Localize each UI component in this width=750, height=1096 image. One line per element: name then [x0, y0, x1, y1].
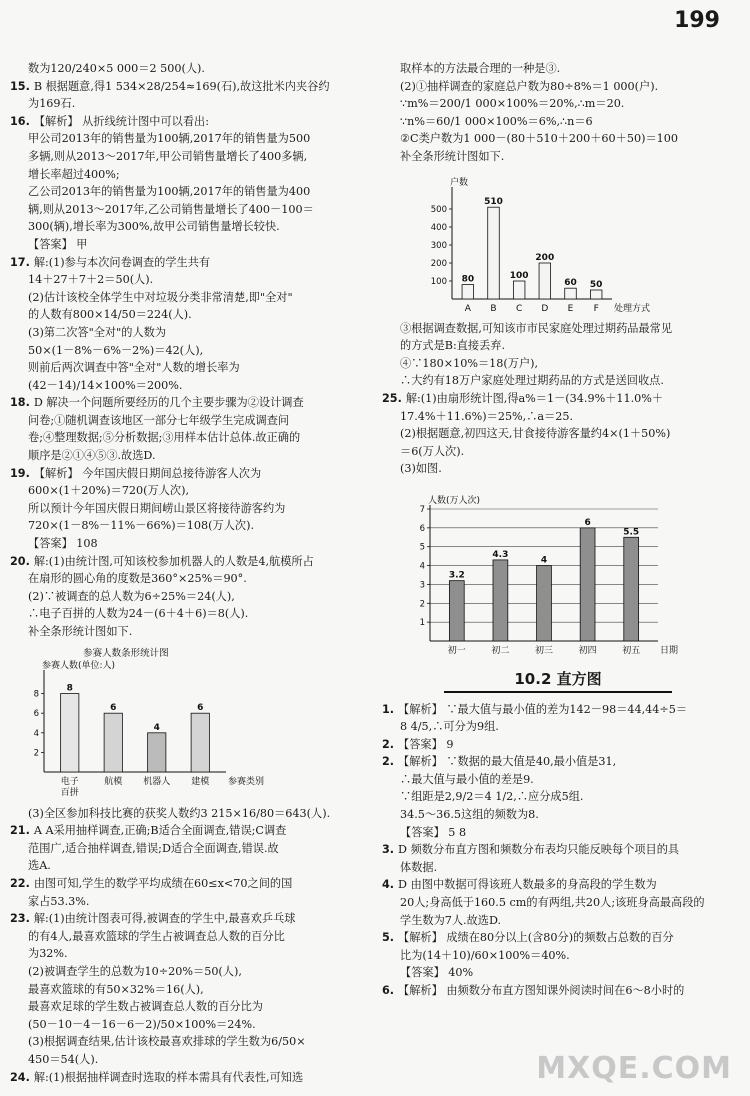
line-text: 问卷;①随机调查该地区一部分七年级学生完成调查问	[28, 413, 290, 427]
line-text: 体数据.	[400, 860, 438, 874]
line-text: (2)估计该校全体学生中对垃圾分类非常清楚,即"全对"	[28, 290, 293, 304]
text-line	[10, 306, 365, 324]
question-number: 4.	[382, 878, 395, 892]
question-number: 24.	[10, 1070, 30, 1084]
line-text: ∴大约有18万户家庭处理过期药品的方式是送回收点.	[400, 374, 664, 388]
line-text: ∴电子百拼的人数为24－(6＋4＋6)＝8(人).	[28, 607, 249, 621]
y-tick-label: 2	[419, 599, 425, 610]
data-label: 100	[509, 270, 529, 281]
x-tick-label: 初四	[578, 645, 597, 656]
x-tick-label: 初二	[491, 645, 510, 656]
line-text: ∵组距是2,9/2＝4 1/2,∴应分成5组.	[400, 790, 584, 804]
line-text: 【解析】 从折线统计图中可以看出:	[33, 114, 209, 128]
line-text: ②C类户数为1 000－(80＋510＋200＋60＋50)＝100	[400, 132, 678, 146]
text-line	[10, 254, 365, 272]
bar	[624, 537, 639, 641]
section-title: 10.2 直方图	[382, 671, 734, 693]
text-line	[10, 429, 365, 447]
x-tick-label: 建模	[191, 776, 210, 787]
line-text: 补全条形统计图如下.	[400, 149, 505, 163]
data-label: 6	[584, 517, 591, 528]
question-number: 18.	[10, 396, 30, 410]
text-line	[382, 130, 734, 148]
line-text: 的人数有800×14/50＝224(人).	[28, 308, 192, 322]
text-line	[382, 408, 734, 426]
data-label: 3.2	[448, 570, 465, 581]
text-line	[10, 95, 365, 113]
line-text: 选A.	[28, 859, 51, 873]
bar	[488, 207, 500, 299]
y-tick-label: 4	[33, 728, 39, 739]
line-text: (2)①抽样调查的家庭总户数为80÷8%＝1 000(户).	[400, 79, 659, 93]
line-text: ∴最大值与最小值的差是9.	[400, 772, 534, 786]
line-text: 最喜欢足球的学生数占被调查总人数的百分比为	[28, 1000, 263, 1014]
line-text: 为169石.	[28, 97, 76, 111]
text-line	[382, 982, 734, 1000]
text-line	[10, 324, 365, 342]
data-label: 4.3	[492, 549, 509, 560]
question-number: 15.	[10, 79, 30, 93]
text-line	[10, 183, 365, 201]
line-text: 范围广,适合抽样调查,错误;D适合全面调查,错误.故	[28, 841, 279, 855]
text-line	[10, 78, 365, 96]
y-tick-label: 3	[419, 580, 425, 591]
text-line	[382, 78, 734, 96]
line-text: 增长率超过400%;	[28, 167, 120, 181]
line-text: 【答案】 40%	[400, 966, 474, 980]
data-label: 200	[535, 252, 555, 263]
line-text: 17.4%＋11.6%)＝25%,∴a＝25.	[400, 409, 574, 423]
y-tick-label: 6	[419, 523, 425, 534]
bar	[462, 284, 474, 298]
line-text: 比为(14＋10)/60×100%＝40%.	[400, 948, 570, 962]
text-line	[382, 841, 734, 859]
bar	[590, 290, 602, 299]
text-line	[382, 912, 734, 930]
line-text: 顺序是②①④⑤③.故选D.	[28, 449, 156, 463]
bar	[449, 581, 464, 641]
line-text: 【答案】 9	[398, 737, 454, 751]
question-number: 17.	[10, 255, 30, 269]
line-text: 50×(1－8%－6%－2%)＝42(人),	[28, 343, 204, 357]
question-number: 5.	[382, 931, 395, 945]
bar	[580, 528, 595, 641]
line-text: (3)根据调查结果,估计该校最喜欢排球的学生数为6/50×	[28, 1035, 306, 1049]
right-column	[382, 60, 734, 1000]
text-line	[382, 753, 734, 771]
question-number: 3.	[382, 843, 395, 857]
text-line	[382, 95, 734, 113]
line-text: 卷;④整理数据;⑤分析数据;③用样本估计总体.故正确的	[28, 431, 301, 445]
text-line	[10, 359, 365, 377]
y-tick-label: 400	[430, 222, 447, 233]
x-tick-label: 机器人	[143, 776, 171, 787]
text-line	[10, 535, 365, 553]
text-line	[10, 822, 365, 840]
bar	[565, 288, 577, 299]
text-line	[382, 947, 734, 965]
text-line	[382, 736, 734, 754]
question-number: 1.	[382, 702, 395, 716]
question-number: 22.	[10, 876, 30, 890]
line-text: A A采用抽样调查,正确;B适合全面调查,错误;C调查	[33, 824, 287, 838]
line-text: 学生数为7人.故选D.	[400, 913, 502, 927]
data-label: 510	[484, 196, 503, 207]
text-line	[382, 894, 734, 912]
x-axis-label: 参赛类别	[228, 776, 265, 787]
text-line	[10, 482, 365, 500]
text-line	[10, 623, 365, 641]
line-text: D 由图中数据可得该班人数最多的身高段的学生数为	[398, 878, 657, 892]
line-text: 【答案】 108	[28, 537, 98, 551]
bar	[191, 713, 209, 772]
x-tick-label: C	[516, 303, 523, 314]
left-text-block-1	[10, 60, 365, 641]
text-line	[382, 390, 734, 408]
text-line	[382, 859, 734, 877]
x-tick-label: 百拼	[60, 787, 79, 798]
bar	[61, 693, 79, 771]
line-text: ④∵180×10%＝18(万户),	[400, 356, 539, 370]
text-line	[10, 1069, 365, 1087]
x-tick-label: E	[567, 303, 574, 314]
participants-bar-chart	[10, 644, 270, 802]
figure-participants-chart	[10, 644, 365, 802]
y-tick-label: 7	[419, 504, 425, 515]
y-axis-label: 人数(万人次)	[428, 495, 481, 506]
text-line	[10, 1051, 365, 1069]
y-tick-label: 500	[430, 204, 447, 215]
text-line	[10, 201, 365, 219]
figure-household-chart	[382, 169, 734, 317]
text-line	[10, 218, 365, 236]
text-line	[10, 289, 365, 307]
x-axis-label: 日期	[660, 645, 679, 656]
line-text: ＝6(万人次).	[400, 444, 465, 458]
line-text: 8 4/5,∴可分为9组.	[400, 720, 499, 734]
right-text-block-2	[382, 320, 734, 478]
line-text: 为32%.	[28, 947, 68, 961]
line-text: 【答案】 甲	[28, 237, 88, 251]
bar	[513, 281, 525, 299]
text-line	[10, 893, 365, 911]
line-text: 取样本的方法最合理的一种是③.	[400, 62, 561, 75]
y-tick-label: 4	[419, 561, 425, 572]
text-line	[382, 148, 734, 166]
text-line	[10, 377, 365, 395]
x-tick-label: A	[464, 303, 471, 314]
text-line	[10, 857, 365, 875]
x-axis-label: 处理方式	[614, 303, 651, 314]
line-text: D 解决一个问题所要经历的几个主要步骤为②设计调查	[33, 396, 304, 410]
text-line	[10, 963, 365, 981]
text-line	[382, 806, 734, 824]
y-axis-label: 参赛人数(单位:人)	[42, 660, 116, 671]
left-text-block-2	[10, 805, 365, 1087]
text-line	[10, 465, 365, 483]
watermark-logo: MXQE.COM	[536, 1051, 732, 1086]
question-number: 20.	[10, 554, 30, 568]
line-text: (3)全区参加科技比赛的获奖人数约3 215×16/80＝643(人).	[28, 806, 331, 820]
line-text: D 频数分布直方图和频数分布表均只能反映每个项目的具	[398, 843, 680, 857]
line-text: 补全条形统计图如下.	[28, 625, 133, 638]
line-text: 解:(1)由统计图表可得,被调查的学生中,最喜欢乒乓球	[33, 912, 296, 926]
x-tick-label: B	[490, 303, 497, 314]
x-tick-label: 初三	[534, 645, 554, 656]
text-line	[10, 945, 365, 963]
text-line	[10, 148, 365, 166]
data-label: 4	[153, 722, 160, 733]
x-tick-label: 初一	[447, 645, 466, 656]
line-text: 所以预计今年国庆假日期间崂山景区将接待游客约为	[28, 501, 286, 515]
line-text: 解:(1)由统计图,可知该校参加机器人的人数是4,航模所占	[33, 554, 314, 568]
text-line	[10, 553, 365, 571]
text-line	[10, 605, 365, 623]
text-line	[382, 701, 734, 719]
line-text: ③根据调查数据,可知该市市民家庭处理过期药品最常见	[400, 321, 673, 335]
text-line	[382, 876, 734, 894]
y-tick-label: 5	[419, 542, 425, 553]
text-line	[10, 570, 365, 588]
line-text: 辆,则从2013～2017年,乙公司销售量增长了400－100＝	[28, 202, 314, 216]
text-line	[10, 60, 365, 78]
text-line	[382, 337, 734, 355]
bar	[493, 560, 508, 641]
line-text: 的方式是B:直接丢弃.	[400, 339, 506, 353]
x-tick-label: 初五	[622, 645, 641, 656]
question-number: 6.	[382, 984, 395, 997]
line-text: 20人;身高低于160.5 cm的有两组,共20人;该班身高最高段的	[400, 896, 705, 910]
y-tick-label: 100	[430, 276, 447, 287]
bar	[148, 732, 166, 771]
line-text: 乙公司2013年的销售量为100辆,2017年的销售量为400	[28, 185, 311, 199]
line-text: 【解析】 ∵最大值与最小值的差为142－98＝44,44÷5＝	[398, 702, 688, 716]
line-text: 由图可知,学生的数学平均成绩在60≤x<70之间的国	[33, 876, 293, 890]
y-tick-label: 2	[33, 747, 39, 758]
text-line	[382, 320, 734, 338]
y-tick-label: 8	[33, 689, 39, 700]
text-line	[10, 875, 365, 893]
x-tick-label: 电子	[60, 776, 79, 787]
data-label: 80	[461, 274, 475, 285]
y-axis-label: 户数	[450, 177, 469, 188]
line-text: B 根据题意,得1 534×28/254≈169(石),故这批米内夹谷约	[33, 79, 330, 93]
text-line	[382, 60, 734, 78]
question-number: 16.	[10, 114, 30, 128]
text-line	[10, 500, 365, 518]
line-text: 甲公司2013年的销售量为100辆,2017年的销售量为500	[28, 132, 311, 146]
text-line	[10, 1033, 365, 1051]
text-line	[10, 928, 365, 946]
text-line	[10, 113, 365, 131]
text-line	[10, 412, 365, 430]
line-text: 在扇形的圆心角的度数是360°×25%＝90°.	[28, 572, 247, 586]
line-text: 多辆,则从2013～2017年,甲公司销售量增长了400多辆,	[28, 149, 308, 163]
text-line	[382, 964, 734, 982]
line-text: (3)第二次答"全对"的人数为	[28, 325, 167, 339]
line-text: 600×(1＋20%)＝720(万人次),	[28, 484, 190, 498]
text-line	[382, 718, 734, 736]
line-text: (2)∵被调查的总人数为6÷25%＝24(人),	[28, 589, 235, 603]
line-text: 解:(1)根据抽样调查时选取的样本需具有代表性,可知选	[33, 1070, 304, 1084]
question-number: 2.	[382, 737, 395, 751]
line-text: 解:(1)由扇形统计图,得a%＝1－(34.9%＋11.0%＋	[405, 391, 664, 405]
data-label: 5.5	[623, 527, 640, 538]
text-line	[10, 981, 365, 999]
y-tick-label: 6	[33, 708, 39, 719]
chart-title: 参赛人数条形统计图	[83, 647, 169, 659]
text-line	[10, 998, 365, 1016]
text-line	[10, 1016, 365, 1034]
text-line	[10, 447, 365, 465]
bar	[539, 263, 551, 299]
text-line	[10, 342, 365, 360]
text-line	[10, 271, 365, 289]
question-number: 23.	[10, 912, 30, 926]
text-line	[10, 840, 365, 858]
text-line	[382, 425, 734, 443]
bar	[104, 713, 122, 772]
line-text: ∵m%＝200/1 000×100%＝20%,∴m＝20.	[400, 97, 625, 111]
text-line	[382, 372, 734, 390]
text-line	[10, 517, 365, 535]
y-tick-label: 200	[430, 258, 447, 269]
data-label: 4	[540, 555, 548, 566]
line-text: 【解析】 今年国庆假日期间总接待游客人次为	[33, 466, 262, 480]
line-text: (42－14)/14×100%＝200%.	[28, 378, 183, 392]
household-bar-chart	[382, 169, 682, 317]
line-text: 300(辆),增长率为300%,故甲公司销售量增长较快.	[28, 220, 280, 234]
data-label: 6	[110, 702, 117, 713]
text-line	[10, 236, 365, 254]
text-line	[382, 460, 734, 478]
line-text: 14＋27＋7＋2＝50(人).	[28, 273, 154, 287]
bar	[537, 565, 552, 640]
figure-visitors-chart	[382, 481, 734, 661]
line-text: 解:(1)参与本次问卷调查的学生共有	[33, 255, 211, 269]
line-text: 34.5～36.5这组的频数为8.	[400, 808, 539, 822]
x-tick-label: D	[541, 303, 549, 314]
text-line	[10, 166, 365, 184]
right-text-block-3	[382, 701, 734, 1000]
text-line	[382, 771, 734, 789]
line-text: (2)被调查学生的总数为10÷20%＝50(人),	[28, 964, 242, 978]
visitors-bar-chart	[382, 481, 682, 661]
text-line	[382, 788, 734, 806]
y-tick-label: 300	[430, 240, 447, 251]
question-number: 2.	[382, 755, 395, 769]
data-label: 60	[564, 277, 577, 288]
question-number: 19.	[10, 466, 30, 480]
line-text: 【解析】 ∵数据的最大值是40,最小值是31,	[398, 755, 617, 769]
y-tick-label: 1	[419, 618, 425, 629]
line-text: 【解析】 由频数分布直方图知课外阅读时间在6～8小时的	[398, 984, 685, 997]
page-number: 199	[674, 8, 720, 33]
text-line	[10, 588, 365, 606]
line-text: 720×(1－8%－11%－66%)＝108(万人次).	[28, 519, 255, 533]
line-text: 【解析】 成绩在80分以上(含80分)的频数占总数的百分	[398, 931, 674, 945]
line-text: 最喜欢篮球的有50×32%＝16(人),	[28, 982, 204, 996]
x-tick-label: 航模	[104, 776, 123, 787]
line-text: ∵n%＝60/1 000×100%＝6%,∴n＝6	[400, 114, 593, 128]
data-label: 8	[66, 683, 73, 694]
text-line	[382, 355, 734, 373]
text-line	[382, 929, 734, 947]
left-column	[10, 60, 365, 1086]
text-line	[382, 113, 734, 131]
line-text: 则前后两次调查中答"全对"人数的增长率为	[28, 361, 240, 375]
line-text: 【答案】 5 8	[400, 825, 467, 839]
line-text: 家占53.3%.	[28, 894, 90, 908]
text-line	[10, 805, 365, 823]
line-text: (2)根据题意,初四这天,甘食接待游客量约4×(1＋50%)	[400, 427, 671, 441]
text-line	[10, 130, 365, 148]
line-text: 的有4人,最喜欢篮球的学生占被调查总人数的百分比	[28, 929, 285, 943]
line-text: 数为120/240×5 000＝2 500(人).	[28, 62, 205, 75]
data-label: 50	[589, 279, 603, 290]
line-text: 450＝54(人).	[28, 1052, 99, 1066]
text-line	[382, 443, 734, 461]
right-text-block-1	[382, 60, 734, 166]
line-text: (3)如图.	[400, 462, 442, 476]
text-line	[10, 394, 365, 412]
text-line	[382, 824, 734, 842]
x-tick-label: F	[593, 303, 599, 314]
line-text: (50－10－4－16－6－2)/50×100%＝24%.	[28, 1017, 256, 1031]
question-number: 25.	[382, 391, 402, 405]
question-number: 21.	[10, 824, 30, 838]
data-label: 6	[197, 702, 204, 713]
text-line	[10, 910, 365, 928]
